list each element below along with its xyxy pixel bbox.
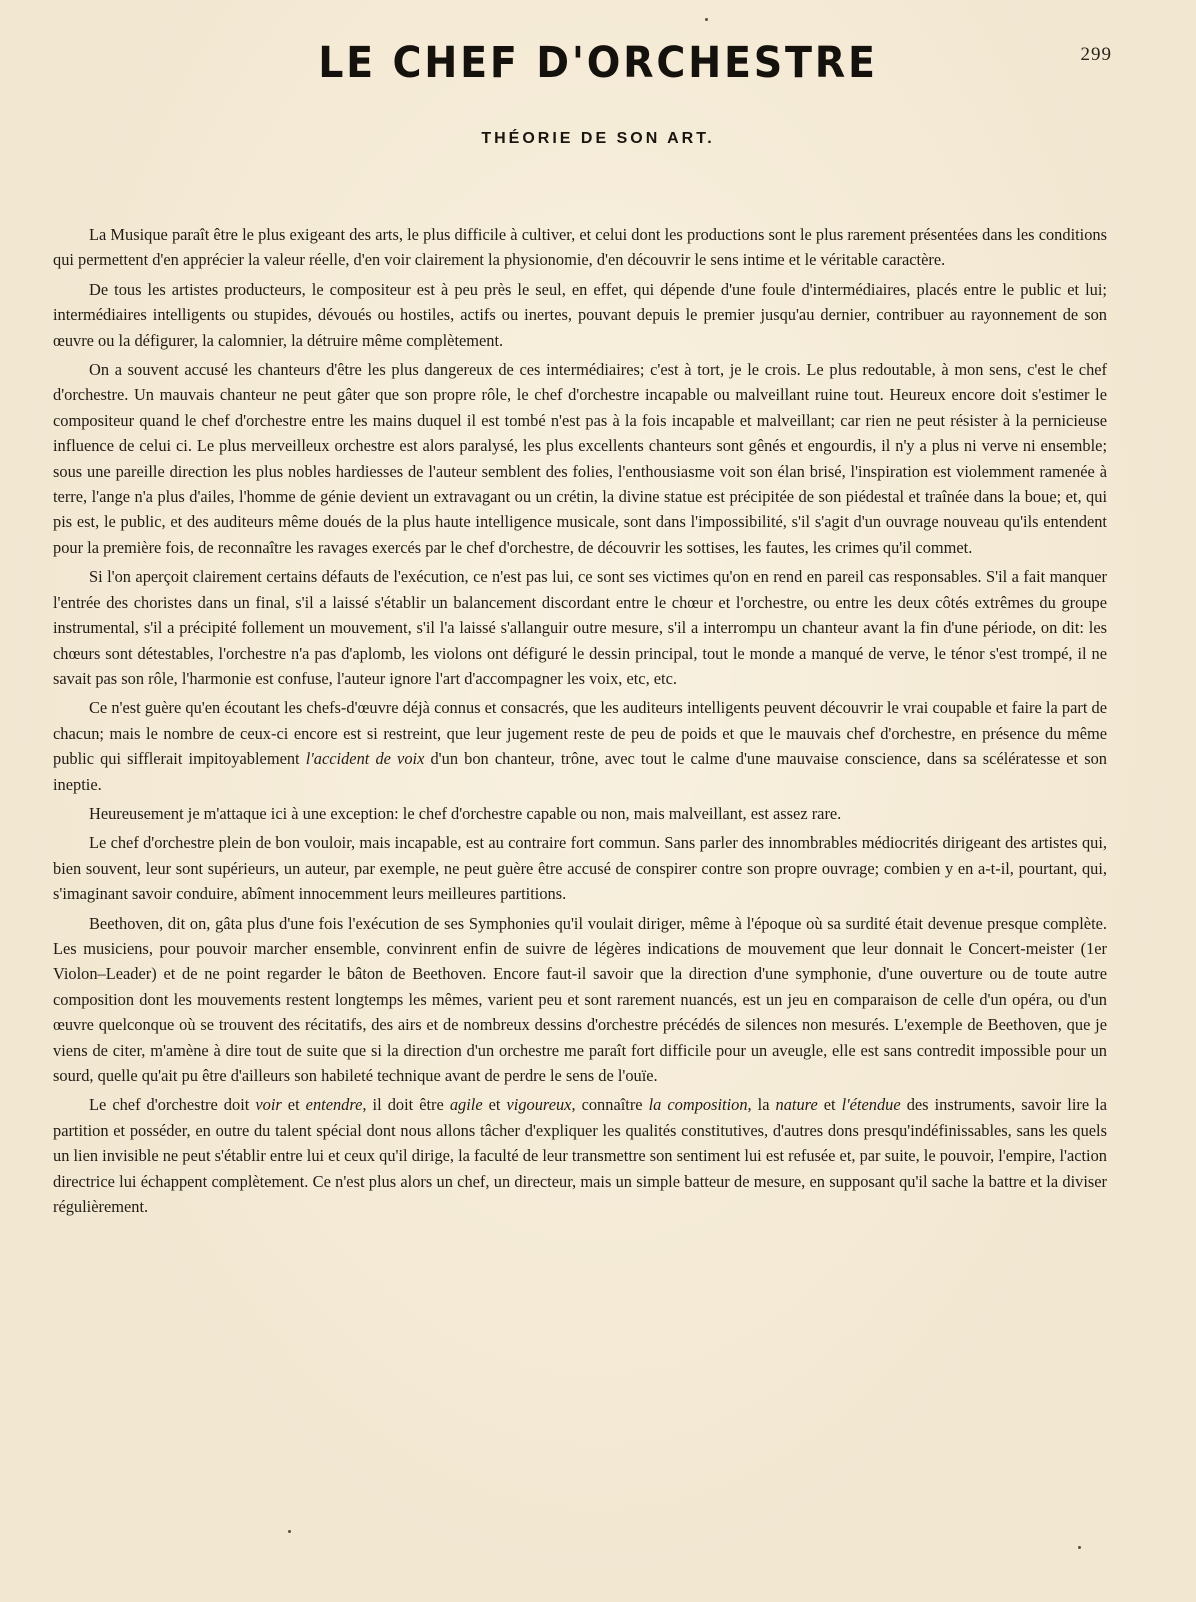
page-number: 299 bbox=[1080, 44, 1112, 65]
paragraph: On a souvent accusé les chanteurs d'être les plus dangereux de ces intermédiaires; c'est à tort, je le crois. Le plus redoutable, à mon sens, c'est le chef d'orchestre. Un mauvais chanteur ne peut gâter que son propre rôle, le chef d'orchestre incapable ou malveillant ruine tout. Heureux encore doit s'estimer le compositeur quand le chef d'orchestre entre les mains duquel il est tombé n'est pas à la fois incapable et malveillant; car rien ne peut résister à la pernicieuse influence de celui ci. Le plus merveilleux orchestre est alors paralysé, les plus excellents chanteurs sont gênés et engourdis, il n'y a plus ni verve ni ensemble; sous une pareille direction les plus nobles hardiesses de l'auteur semblent des folies, l'enthousiasme voit son élan brisé, l'inspiration est violemment ramenée à terre, l'ange n'a plus d'ailes, l'homme de génie devient un extravagant ou un crétin, la divine statue est précipitée de son piédestal et traînée dans la boue; et, qui pis est, le public, et des auditeurs même doués de la plus haute intelligence musicale, sont dans l'impossibilité, s'il s'agit d'un ouvrage nouveau qu'ils entendent pour la première fois, de reconnaître les ravages exercés par le chef d'orchestre, de découvrir les sottises, les fautes, les crimes qu'il commet. bbox=[53, 360, 1107, 557]
paragraph: Beethoven, dit on, gâta plus d'une fois l'exécution de ses Symphonies qu'il voulait diriger, même à l'époque où sa surdité était devenue presque complète. Les musiciens, pour pouvoir marcher ensemble, convinrent enfin de suivre de légères indications de mouvement que leur donnait le Concert-meister (1er Violon–Leader) et de ne point regarder le bâton de Beethoven. Encore faut-il savoir que la direction d'une symphonie, d'une ouverture ou de toute autre composition dont les mouvements restent longtemps les mêmes, varient peu et sont rarement nuancés, est un jeu en comparaison de celle d'un opéra, ou d'un œuvre quelconque où se trouvent des récitatifs, des airs et de nombreux dessins d'orchestre précédés de silences non mesurés. L'exemple de Beethoven, que je viens de citer, m'amène à dire tout de suite que si la direction d'un orchestre me paraît fort difficile pour un aveugle, elle est sans contredit impossible pour un sourd, quelle qu'ait pu être d'ailleurs son habileté technique avant de perdre le sens de l'ouïe. bbox=[53, 913, 1107, 1085]
paragraph: Le chef d'orchestre doit voir et entendre, il doit être agile et vigoureux, connaître la composition, la nature et l'étendue des instruments, savoir lire la partition et posséder, en outre du talent spécial dont nous allons tâcher d'expliquer les qualités constitutives, d'autres dons presqu'indéfinissables, sans les quels un lien invisible ne peut s'établir entre lui et ceux qu'il dirige, la faculté de leur transmettre son sentiment lui est refusée et, par suite, le pouvoir, l'empire, l'action directrice lui échappent complètement. Ce n'est plus alors un chef, un directeur, mais un simple batteur de mesure, en supposant qu'il sache la battre et la diviser régulièrement. bbox=[53, 1095, 1107, 1217]
paragraph: Le chef d'orchestre plein de bon vouloir, mais incapable, est au contraire fort commun. Sans parler des innombrables médiocrités dirigeant des artistes qui, bien souvent, leur sont supérieurs, un auteur, par exemple, ne peut guère être accusé de conspirer contre son propre ouvrage; combien y en a-t-il, pourtant, qui, s'imaginant savoir conduire, abîment innocemment leurs meilleures partitions. bbox=[53, 833, 1107, 904]
italic-phrase: voir bbox=[255, 1095, 282, 1115]
chapter-title: LE CHEF D'ORCHESTRE bbox=[318, 38, 878, 88]
italic-phrase: l'accident de voix bbox=[305, 749, 425, 769]
paper-speck bbox=[288, 1530, 291, 1533]
italic-phrase: nature bbox=[775, 1095, 818, 1115]
paragraph: Si l'on aperçoit clairement certains défauts de l'exécution, ce n'est pas lui, ce sont ses victimes qu'on en rend en pareil cas responsables. S'il a fait manquer l'entrée des choristes dans un final, s'il a laissé s'établir un balancement discordant entre le chœur et l'orchestre, ou entre les deux côtés extrêmes du groupe instrumental, s'il a précipité follement un mouvement, s'il l'a laissé s'allanguir outre mesure, s'il a interrompu un chanteur avant la fin d'une période, on dit: les chœurs sont détestables, l'orchestre n'a pas d'aplomb, les violons ont défiguré le dessin principal, tout le monde a manqué de verve, le ténor s'est trompé, il ne savait pas son rôle, l'harmonie est confuse, l'auteur ignore l'art d'accompagner les voix, etc, etc. bbox=[53, 567, 1107, 688]
italic-phrase: la composition, bbox=[648, 1095, 752, 1115]
paragraph: Heureusement je m'attaque ici à une exception: le chef d'orchestre capable ou non, mais malveillant, est assez rare. bbox=[89, 803, 842, 823]
italic-phrase: entendre, bbox=[305, 1095, 367, 1115]
paper-speck bbox=[1078, 1546, 1081, 1549]
paragraph: La Musique paraît être le plus exigeant des arts, le plus difficile à cultiver, et celui dont les productions sont le plus rarement présentées dans les conditions qui permettent d'en apprécier la valeur réelle, d'en voir clairement la physionomie, d'en découvrir le sens intime et le véritable caractère. bbox=[53, 225, 1107, 270]
paragraph: De tous les artistes producteurs, le compositeur est à peu près le seul, en effet, qui dépende d'une foule d'intermédiaires, placés entre le public et lui; intermédiaires intelligents ou stupides, dévoués ou hostiles, actifs ou inertes, pouvant depuis le premier jusqu'au dernier, contribuer au rayonnement de son œuvre ou la défigurer, la calomnier, la détruire même complètement. bbox=[53, 279, 1107, 350]
italic-phrase: vigoureux, bbox=[506, 1095, 576, 1115]
paragraph: Ce n'est guère qu'en écoutant les chefs-d'œuvre déjà connus et consacrés, que les auditeurs intelligents peuvent découvrir le vrai coupable et faire la part de chacun; mais le nombre de ceux-ci encore est si restreint, que leur jugement reste de peu de poids et que le mauvais chef d'orchestre, en présence du même public qui sifflerait impitoyablement l'accident de voix d'un bon chanteur, trône, avec tout le calme d'une mauvaise conscience, dans sa scélératesse et son ineptie. bbox=[53, 698, 1107, 794]
chapter-subtitle: THÉORIE DE SON ART. bbox=[481, 130, 715, 147]
italic-phrase: agile bbox=[449, 1095, 483, 1115]
italic-phrase: l'étendue bbox=[841, 1095, 901, 1115]
paper-speck bbox=[705, 18, 708, 21]
body-text bbox=[53, 222, 1107, 1223]
